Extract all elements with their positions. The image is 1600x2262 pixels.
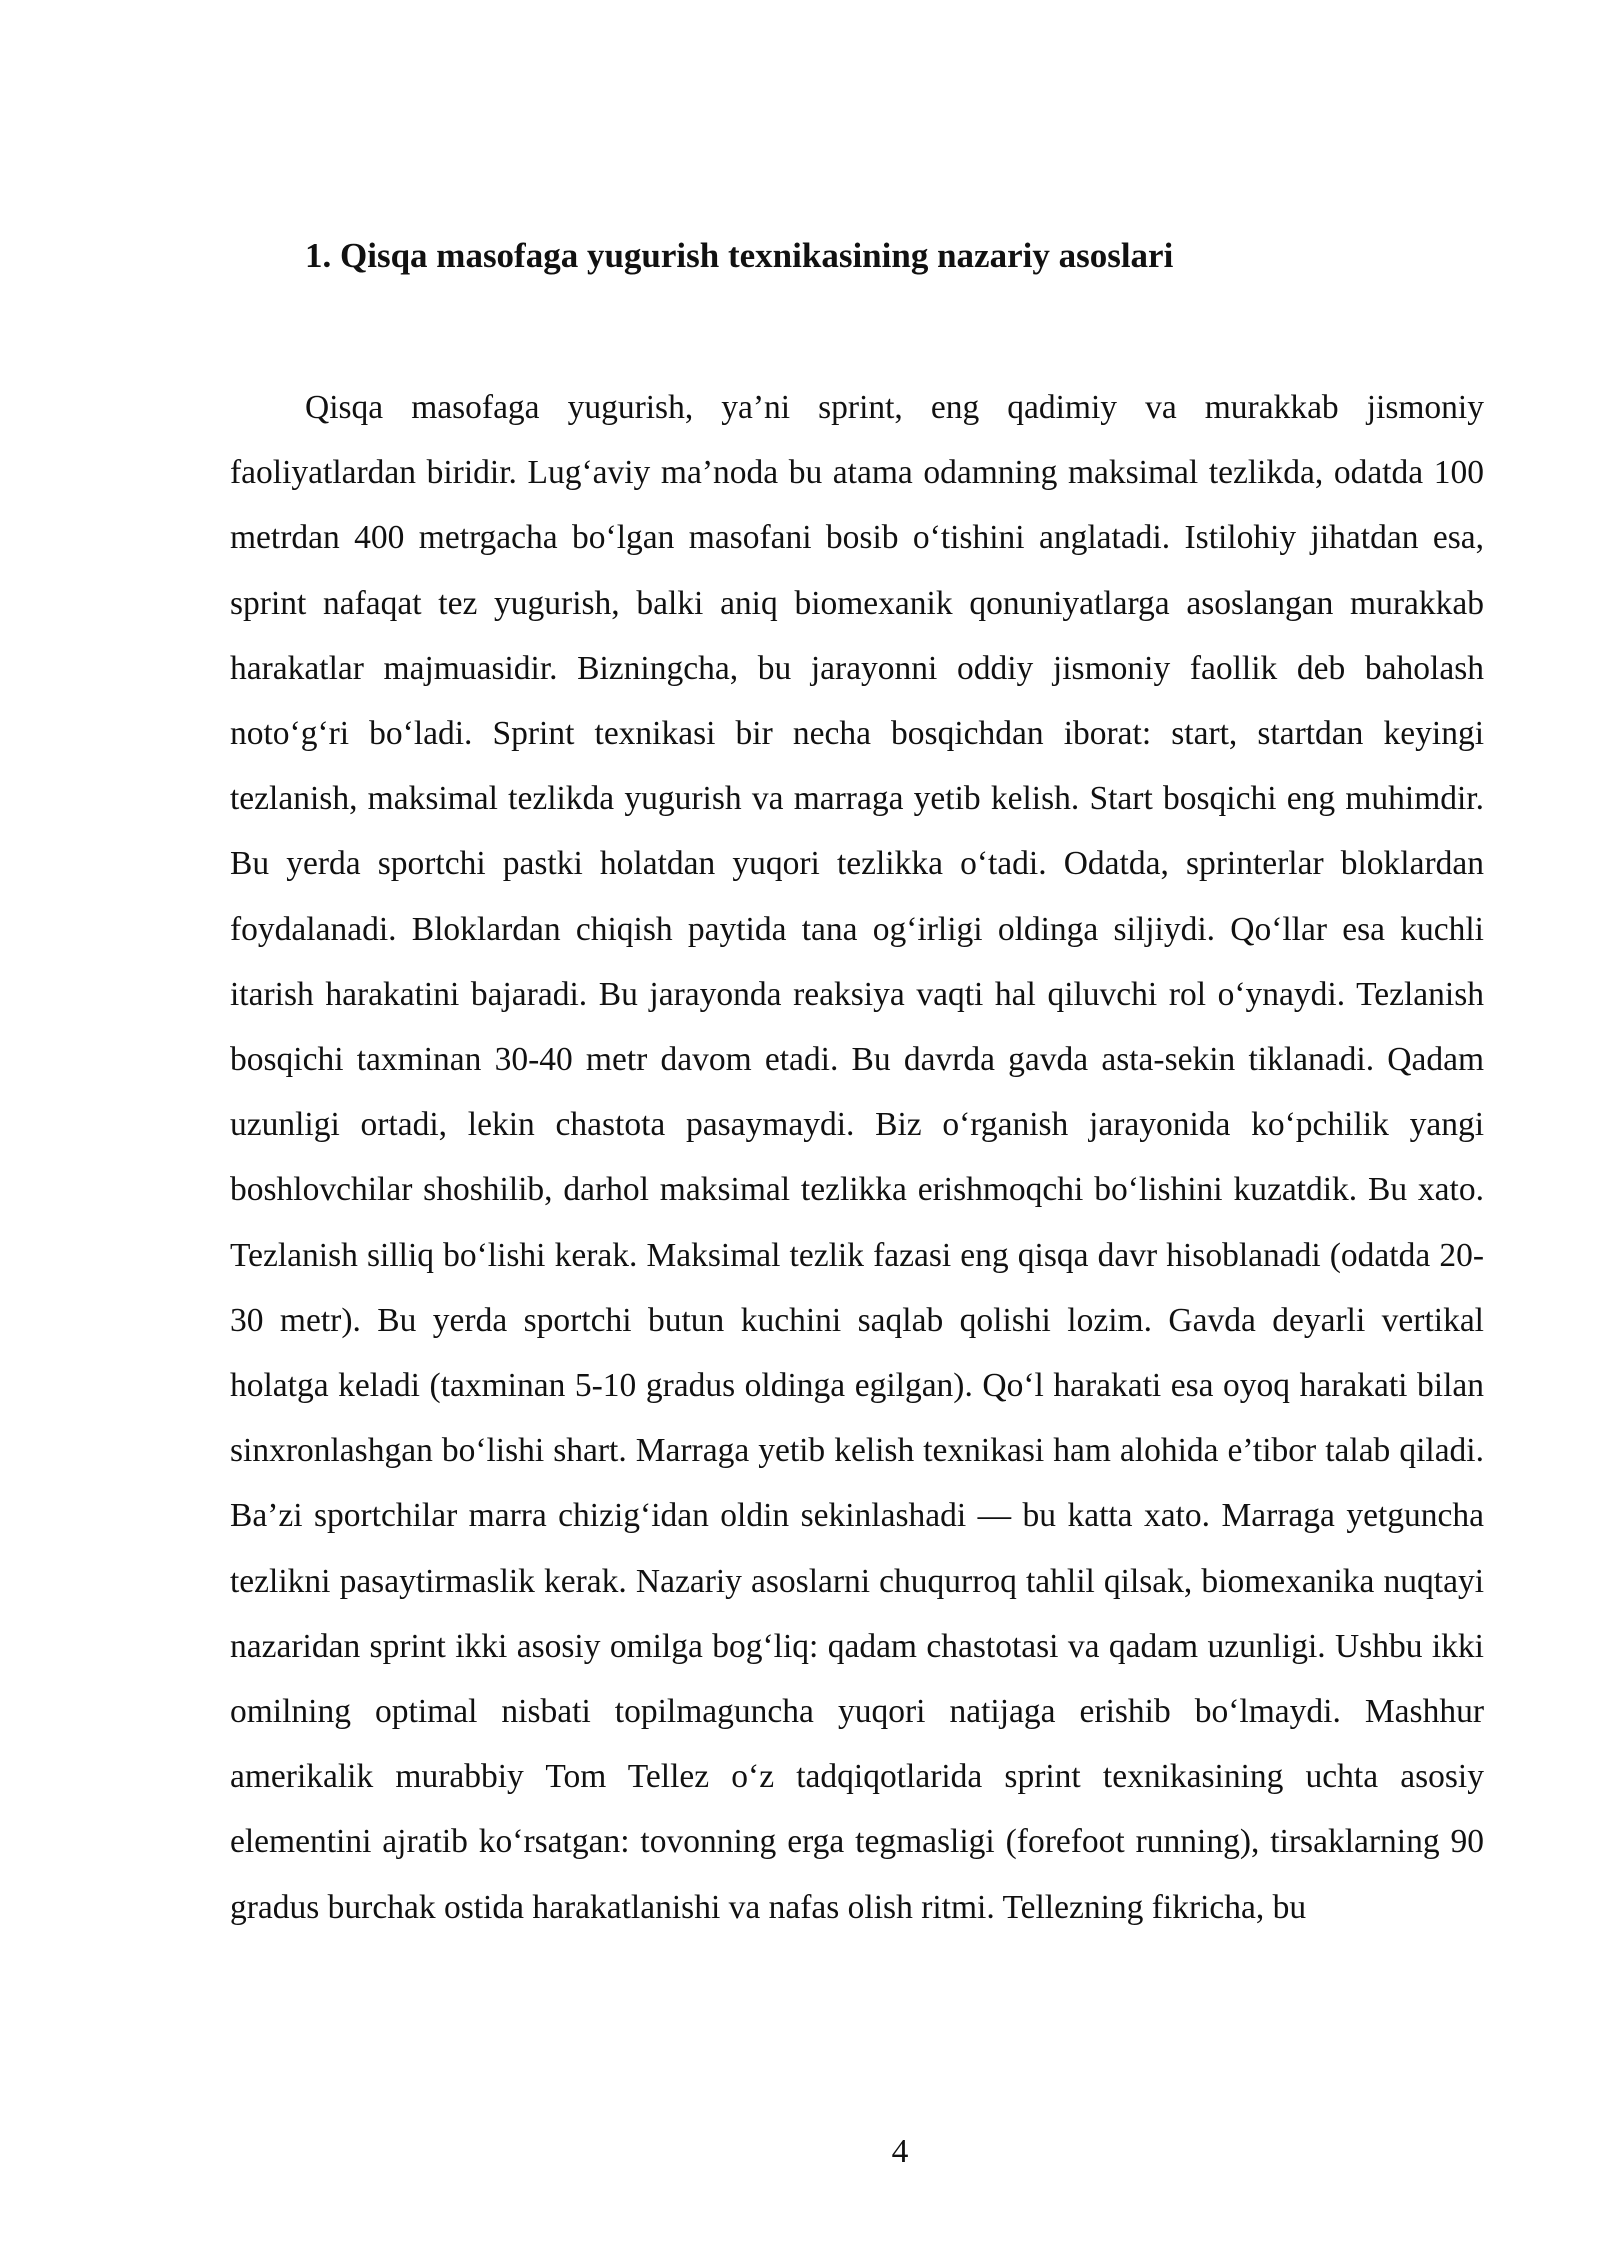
page-number: 4 (891, 2133, 909, 2170)
section-heading: 1. Qisqa masofaga yugurish texnikasining nazariy asoslari (305, 236, 1174, 275)
body-paragraph: Qisqa masofaga yugurish, ya’ni sprint, eng qadimiy va murakkab jismoniy faoliyatlardan biridir. Lug‘aviy ma’noda bu atama odamning maksimal tezlikda, odatda 100 metrdan 400 metrgacha bo‘lgan masofani bosib o‘tishini anglatadi. Istilohiy jihatdan esa, sprint nafaqat tez yugurish, balki aniq biomexanik qonuniyatlarga asoslangan murakkab harakatlar majmuasidir. Bizningcha, bu jarayonni oddiy jismoniy faollik deb baholash noto‘g‘ri bo‘ladi. Sprint texnikasi bir necha bosqichdan iborat: start, startdan keyingi tezlanish, maksimal tezlikda yugurish va marraga yetib kelish. Start bosqichi eng muhimdir. Bu yerda sportchi pastki holatdan yuqori tezlikka o‘tadi. Odatda, sprinterlar bloklardan foydalanadi. Bloklardan chiqish paytida tana og‘irligi oldinga siljiydi. Qo‘llar esa kuchli itarish harakatini bajaradi. Bu jarayonda reaksiya vaqti hal qiluvchi rol o‘ynaydi. Tezlanish bosqichi taxminan 30-40 metr davom etadi. Bu davrda gavda asta-sekin tiklanadi. Qadam uzunligi ortadi, lekin chastota pasaymaydi. Biz o‘rganish jarayonida ko‘pchilik yangi boshlovchilar shoshilib, darhol maksimal tezlikka erishmoqchi bo‘lishini kuzatdik. Bu xato. Tezlanish silliq bo‘lishi kerak. Maksimal tezlik fazasi eng qisqa davr hisoblanadi (odatda 20-30 metr). Bu yerda sportchi butun kuchini saqlab qolishi lozim. Gavda deyarli vertikal holatga keladi (taxminan 5-10 gradus oldinga egilgan). Qo‘l harakati esa oyoq harakati bilan sinxronlashgan bo‘lishi shart. Marraga yetib kelish texnikasi ham alohida e’tibor talab qiladi. Ba’zi sportchilar marra chizig‘idan oldin sekinlashadi — bu katta xato. Marraga yetguncha tezlikni pasaytirmaslik kerak. Nazariy asoslarni chuqurroq tahlil qilsak, biomexanika nuqtayi nazaridan sprint ikki asosiy omilga bog‘liq: qadam chastotasi va qadam uzunligi. Ushbu ikki omilning optimal nisbati topilmaguncha yuqori natijaga erishib bo‘lmaydi. Mashhur amerikalik murabbiy Tom Tellez o‘z tadqiqotlarida sprint texnikasining uchta asosiy elementini ajratib ko‘rsatgan: tovonning erga tegmasligi (forefoot running), tirsaklarning 90 gradus burchak ostida harakatlanishi va nafas olish ritmi. Tellezning fikricha, bu (230, 389, 1484, 1926)
